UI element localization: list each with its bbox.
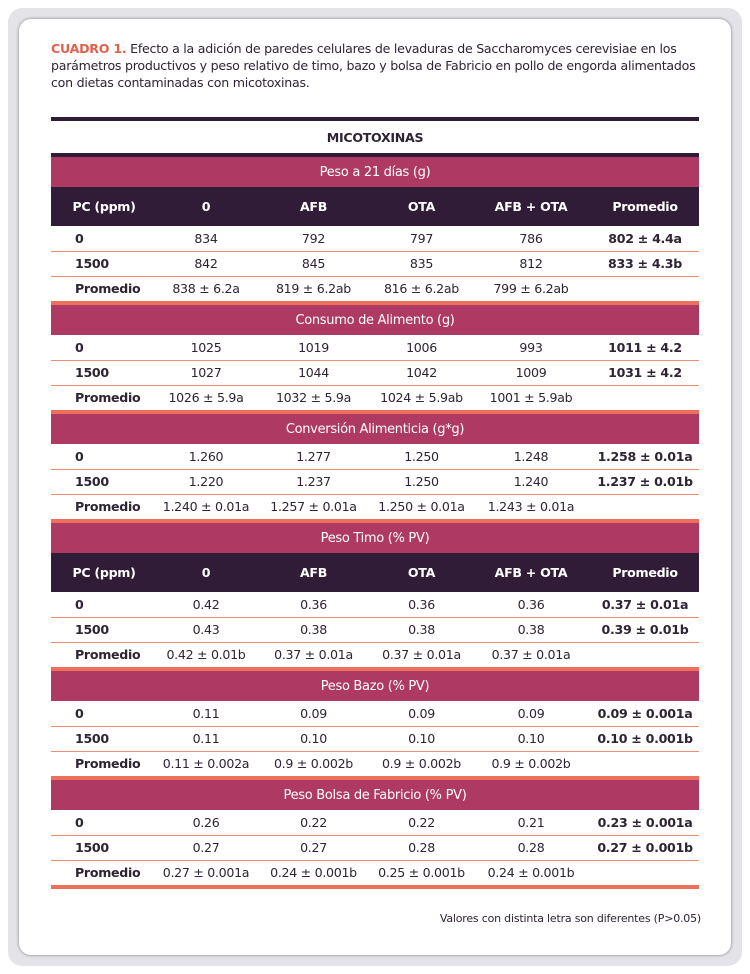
table-cell: 0.22 — [255, 810, 372, 835]
table-cell — [591, 385, 699, 410]
table-cell: 1.250 — [372, 469, 471, 494]
table-row — [51, 360, 699, 385]
table-cell: 0.28 — [471, 835, 591, 860]
table-cell — [591, 860, 699, 885]
section-title: Peso Bolsa de Fabricio (% PV) — [51, 780, 699, 810]
table-cell: 1.240 ± 0.01a — [162, 499, 250, 515]
table-cell: 1.277 — [255, 444, 372, 469]
table-cell: 1.220 — [157, 469, 255, 494]
row-label: 1500 — [51, 469, 157, 494]
table-cell: 1006 — [372, 335, 471, 360]
table-cell: 0.9 ± 0.002b — [381, 756, 462, 772]
section-title: Conversión Alimenticia (g*g) — [51, 414, 699, 444]
section-header-row — [51, 523, 699, 553]
column-header: 0 — [157, 553, 255, 592]
table-cell: 0.09 — [471, 701, 591, 726]
section-title: Peso Bazo (% PV) — [51, 671, 699, 701]
row-label: 0 — [51, 701, 157, 726]
table-cell: 0.9 ± 0.002b — [491, 756, 571, 772]
column-header: OTA — [372, 553, 471, 592]
table-cell: 1.248 — [471, 444, 591, 469]
table-cell: 993 — [471, 335, 591, 360]
table-main-header-row — [51, 121, 699, 153]
row-label: 0 — [51, 226, 157, 251]
table-row — [51, 617, 699, 642]
table-cell: 0.10 — [372, 726, 471, 751]
table-cell: 799 ± 6.2ab — [493, 281, 569, 297]
table-cell: 1027 — [157, 360, 255, 385]
table-cell: 1024 ± 5.9ab — [380, 390, 463, 406]
table-cell: 0.11 — [157, 701, 255, 726]
table-cell: 0.37 ± 0.01a — [274, 647, 353, 663]
row-label: Promedio — [75, 281, 141, 297]
section-title: Consumo de Alimento (g) — [51, 305, 699, 335]
footnote: Valores con distinta letra son diferentes (P>0.05) — [439, 912, 701, 925]
table-cell: 0.36 — [471, 592, 591, 617]
table-cell: 835 — [372, 251, 471, 276]
column-header: Promedio — [591, 187, 699, 226]
row-label: 0 — [51, 810, 157, 835]
table-cell: 838 ± 6.2a — [172, 281, 240, 297]
table-cell: 0.11 ± 0.002a — [162, 756, 250, 772]
row-label: 0 — [51, 335, 157, 360]
table-cell: 0.24 ± 0.001b — [487, 865, 575, 881]
table-cell: 1.243 ± 0.01a — [487, 499, 575, 515]
column-header: AFB + OTA — [471, 187, 591, 226]
row-label: Promedio — [75, 756, 141, 772]
table-cell: 1044 — [255, 360, 372, 385]
table-cell: 802 ± 4.4a — [591, 226, 699, 251]
section-title: Peso a 21 días (g) — [51, 157, 699, 187]
table-cell: 1.258 ± 0.01a — [591, 444, 699, 469]
table-cell: 0.26 — [157, 810, 255, 835]
table-cell: 1025 — [157, 335, 255, 360]
table-cell: 0.38 — [372, 617, 471, 642]
column-header: PC (ppm) — [51, 553, 157, 592]
table-row — [51, 751, 699, 776]
table-cell: 819 ± 6.2ab — [275, 281, 352, 297]
section-header-row — [51, 671, 699, 701]
table-cell: 0.37 ± 0.01a — [591, 592, 699, 617]
table-cell: 0.37 ± 0.01a — [491, 647, 571, 663]
table-row — [51, 276, 699, 301]
table-cell — [591, 276, 699, 301]
section-header-row — [51, 157, 699, 187]
table-cell: 0.27 — [157, 835, 255, 860]
caption-text: Efecto a la adición de paredes celulares de levaduras de Saccharomyces cerevisiae en los parámetros productivos y peso relativo de timo, bazo y bolsa de Fabricio en pollo de engorda alimentados con dietas contaminadas con micotoxinas. — [51, 41, 696, 90]
table-cell: 0.23 ± 0.001a — [591, 810, 699, 835]
table-cell: 0.36 — [255, 592, 372, 617]
table-cell: 0.37 ± 0.01a — [382, 647, 461, 663]
table-cell — [591, 751, 699, 776]
column-header-row — [51, 553, 699, 592]
caption-label: CUADRO 1. — [51, 41, 127, 56]
table-cell: 797 — [372, 226, 471, 251]
table-cell: 833 ± 4.3b — [591, 251, 699, 276]
table-cell: 0.38 — [255, 617, 372, 642]
table-cell: 0.36 — [372, 592, 471, 617]
table-row — [51, 469, 699, 494]
table-cell: 816 ± 6.2ab — [383, 281, 460, 297]
table-row — [51, 835, 699, 860]
row-label: Promedio — [75, 499, 141, 515]
table-row — [51, 494, 699, 519]
table-row — [51, 860, 699, 885]
section-header-row — [51, 305, 699, 335]
table-cell: 0.43 — [157, 617, 255, 642]
table-row — [51, 642, 699, 667]
table-cell: 1031 ± 4.2 — [591, 360, 699, 385]
table-cell: 0.22 — [372, 810, 471, 835]
table-cell: 0.10 — [255, 726, 372, 751]
row-label: 0 — [51, 592, 157, 617]
column-header: AFB + OTA — [471, 553, 591, 592]
row-label: 1500 — [51, 835, 157, 860]
table-cell: 812 — [471, 251, 591, 276]
table-cell: 786 — [471, 226, 591, 251]
table-cell: 1042 — [372, 360, 471, 385]
table-cell: 1032 ± 5.9a — [275, 390, 352, 406]
table-cell: 1.240 — [471, 469, 591, 494]
table-cell: 1009 — [471, 360, 591, 385]
table-cell: 0.27 — [255, 835, 372, 860]
row-label: 1500 — [51, 617, 157, 642]
section-title: Peso Timo (% PV) — [51, 523, 699, 553]
table-cell: 0.09 ± 0.001a — [591, 701, 699, 726]
table-main-header: MICOTOXINAS — [326, 129, 424, 145]
column-header-row — [51, 187, 699, 226]
table-cell: 0.10 — [471, 726, 591, 751]
table-row — [51, 226, 699, 251]
column-header: Promedio — [591, 553, 699, 592]
table-cell — [591, 494, 699, 519]
table-cell: 0.38 — [471, 617, 591, 642]
table-cell: 1.260 — [157, 444, 255, 469]
table-cell: 1026 ± 5.9a — [168, 390, 244, 406]
table-row — [51, 810, 699, 835]
table-cell: 792 — [255, 226, 372, 251]
table-row — [51, 592, 699, 617]
section-header-row — [51, 780, 699, 810]
table-cell: 0.11 — [157, 726, 255, 751]
row-label: 1500 — [51, 360, 157, 385]
table-row — [51, 251, 699, 276]
table-cell: 1.237 ± 0.01b — [591, 469, 699, 494]
table-cell: 0.9 ± 0.002b — [273, 756, 354, 772]
column-header: 0 — [157, 187, 255, 226]
table-cell: 0.25 ± 0.001b — [378, 865, 465, 881]
table-cell: 0.24 ± 0.001b — [270, 865, 357, 881]
table-cell: 1.250 ± 0.01a — [378, 499, 465, 515]
table-cell: 1001 ± 5.9ab — [489, 390, 573, 406]
row-label: 1500 — [51, 251, 157, 276]
section-bottom-rule — [51, 885, 699, 889]
table-row — [51, 335, 699, 360]
table-cell — [591, 642, 699, 667]
table-cell: 0.27 ± 0.001a — [162, 865, 250, 881]
table-cell: 0.28 — [372, 835, 471, 860]
table-cell: 0.21 — [471, 810, 591, 835]
row-label: 1500 — [51, 726, 157, 751]
column-header: AFB — [255, 187, 372, 226]
column-header: OTA — [372, 187, 471, 226]
table-cell: 1011 ± 4.2 — [591, 335, 699, 360]
table-cell: 0.42 — [157, 592, 255, 617]
table-row — [51, 701, 699, 726]
table-cell: 0.42 ± 0.01b — [166, 647, 246, 663]
column-header: PC (ppm) — [51, 187, 157, 226]
table-row — [51, 444, 699, 469]
row-label: Promedio — [75, 390, 141, 406]
section-header-row — [51, 414, 699, 444]
table-row — [51, 385, 699, 410]
table-cell: 0.09 — [255, 701, 372, 726]
table-cell: 0.27 ± 0.001b — [591, 835, 699, 860]
data-table — [51, 117, 699, 889]
row-label: Promedio — [75, 865, 141, 881]
table-cell: 0.10 ± 0.001b — [591, 726, 699, 751]
table-row — [51, 726, 699, 751]
row-label: Promedio — [75, 647, 141, 663]
table-cell: 1.250 — [372, 444, 471, 469]
row-label: 0 — [51, 444, 157, 469]
table-cell: 1.257 ± 0.01a — [270, 499, 357, 515]
table-cell: 1.237 — [255, 469, 372, 494]
table-cell: 834 — [157, 226, 255, 251]
table-caption — [51, 40, 711, 91]
table-cell: 842 — [157, 251, 255, 276]
table-cell: 1019 — [255, 335, 372, 360]
table-cell: 0.09 — [372, 701, 471, 726]
table-cell: 0.39 ± 0.01b — [591, 617, 699, 642]
table-cell: 845 — [255, 251, 372, 276]
column-header: AFB — [255, 553, 372, 592]
